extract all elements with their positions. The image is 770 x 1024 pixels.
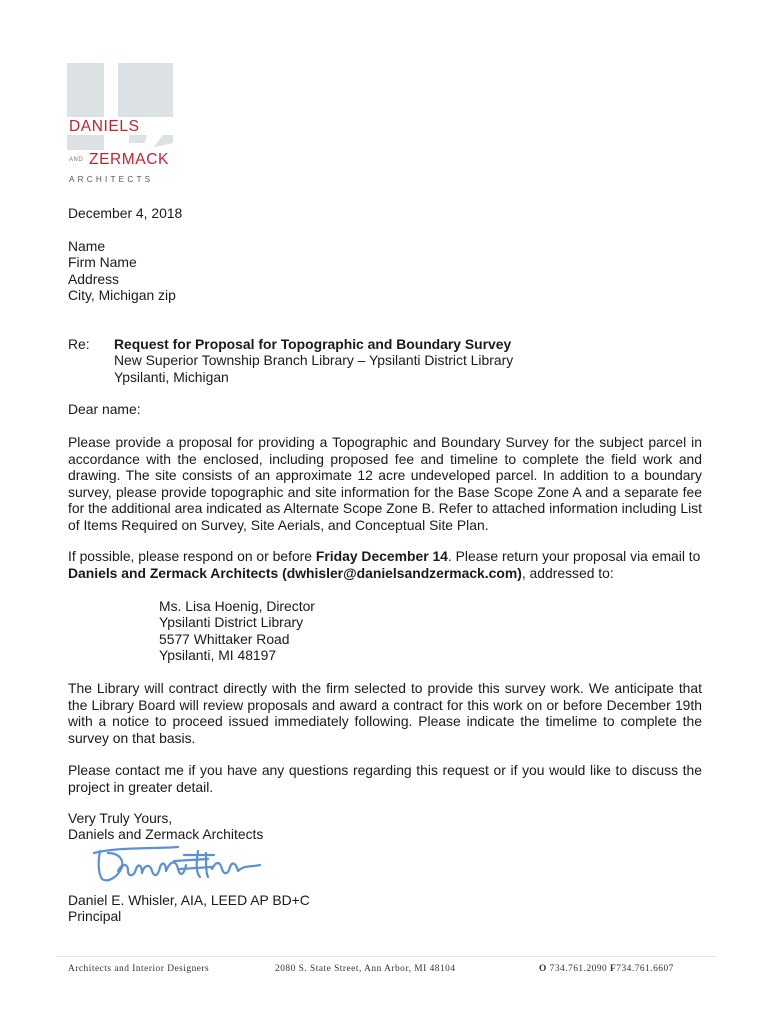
re-location: Ypsilanti, Michigan — [114, 369, 229, 385]
re-subject: Request for Proposal for Topographic and Boundary Survey — [114, 336, 512, 352]
body-paragraph-2 — [68, 548, 702, 581]
footer-tagline: Architects and Interior Designers — [68, 964, 210, 974]
recipient-name: Name — [68, 238, 106, 254]
addressee-line-1: Ms. Lisa Hoenig, Director — [159, 598, 315, 614]
addressee-line-2: Ypsilanti District Library — [159, 614, 304, 630]
footer-office-label: O — [539, 964, 547, 974]
closing-line-2: Daniels and Zermack Architects — [68, 826, 264, 842]
footer-fax-label: F — [610, 964, 617, 974]
salutation: Dear name: — [68, 401, 141, 417]
logo-subtitle: ARCHITECTS — [69, 175, 154, 184]
re-label: Re: — [68, 336, 90, 352]
footer-address: 2080 S. State Street, Ann Arbor, MI 48104 — [275, 964, 456, 974]
recipient-address: Address — [68, 271, 119, 287]
signer-title: Principal — [68, 908, 122, 924]
signature — [88, 843, 268, 887]
letter-date: December 4, 2018 — [68, 205, 183, 221]
response-deadline: Friday December 14 — [315, 548, 448, 564]
logo-name-zermack: ZERMACK — [89, 151, 169, 168]
para2-text-2: . Please return your proposal via email to — [447, 548, 701, 564]
body-paragraph-3: The Library will contract directly with the firm selected to provide this survey work. We anticipate that the Library Board will review proposals and award a contract for this work on or before December 19th with a notice to proceed issued immediately following. Please indicate the timelime to complete the survey on that basis. — [68, 680, 702, 746]
closing-line-1: Very Truly Yours, — [68, 810, 173, 826]
body-paragraph-4: Please contact me if you have any questions regarding this request or if you would like to discuss the project in greater detail. — [68, 762, 702, 795]
footer-phones — [539, 964, 674, 974]
addressee-line-3: 5577 Whittaker Road — [159, 631, 290, 647]
footer-fax-phone: 734.761.6607 — [616, 964, 674, 974]
para2-text-1: If possible, please respond on or before — [68, 548, 316, 564]
footer-divider — [56, 956, 716, 957]
addressee-line-4: Ypsilanti, MI 48197 — [159, 647, 277, 663]
re-project: New Superior Township Branch Library – Ypsilanti District Library — [114, 352, 514, 368]
signer-name: Daniel E. Whisler, AIA, LEED AP BD+C — [68, 892, 310, 908]
firm-logo — [67, 63, 173, 187]
firm-email: Daniels and Zermack Architects (dwhisler@danielsandzermack.com) — [68, 564, 522, 581]
body-paragraph-1: Please provide a proposal for providing a Topographic and Boundary Survey for the subject parcel in accordance with the enclosed, including proposed fee and timeline to complete the field work and drawing. The site consists of an approximate 12 acre undeveloped parcel. In addition to a boundary survey, please provide topographic and site information for the Base Scope Zone A and a separate fee for the additional area indicated as Alternate Scope Zone B. Refer to attached information including List of Items Required on Survey, Site Aerials, and Conceptual Site Plan. — [68, 434, 702, 533]
recipient-firm: Firm Name — [68, 254, 137, 270]
recipient-city: City, Michigan zip — [68, 287, 176, 303]
para2-text-3: , addressed to: — [521, 564, 614, 581]
logo-name-daniels: DANIELS — [69, 118, 140, 135]
footer-office-phone: 734.761.2090 — [549, 964, 608, 974]
logo-and: AND — [69, 157, 84, 163]
